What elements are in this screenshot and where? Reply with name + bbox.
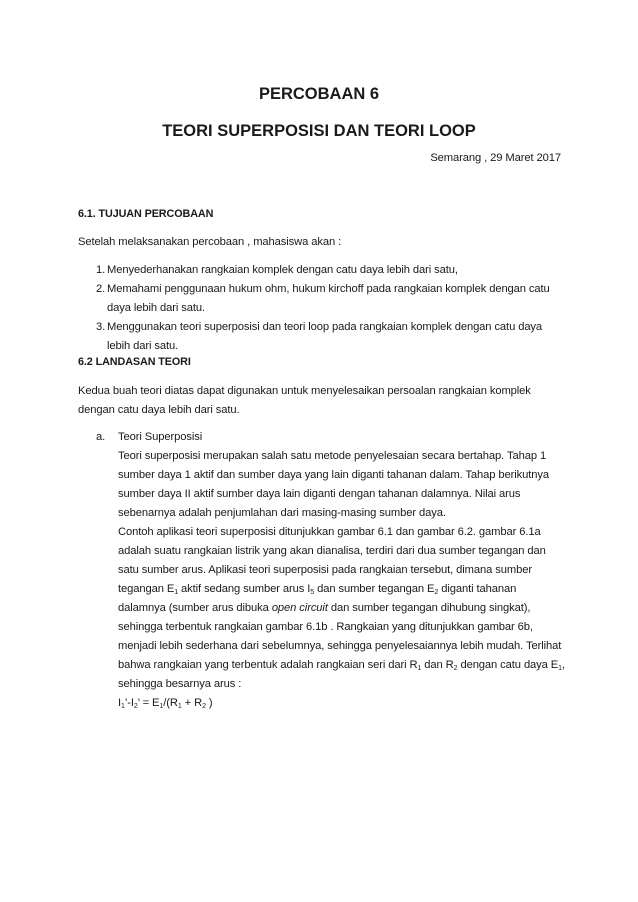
list-item-text: Menyederhanakan rangkaian komplek dengan catu daya lebih dari satu,	[107, 264, 458, 276]
list-item	[78, 261, 562, 280]
superposition-paragraph-1: Teori superposisi merupakan salah satu metode penyelesaian secara bertahap. Tahap 1 sumber daya 1 aktif dan sumber daya yang lain diganti tahanan dalam. Tahap berikutnya sumber daya II aktif sumber daya lain diganti dengan tahanan dalamnya. Nilai arus sebenarnya adalah penjumlahan dari masing-masing sumber daya.	[118, 450, 549, 519]
list-item-number: 2.	[96, 283, 106, 295]
subsection-title: Teori Superposisi	[118, 431, 203, 443]
document-title: PERCOBAAN 6	[258, 85, 380, 103]
objectives-list	[78, 261, 562, 356]
list-item-number: 3.	[96, 321, 106, 333]
subsection-superposition	[96, 428, 566, 713]
document-subtitle: TEORI SUPERPOSISI DAN TEORI LOOP	[162, 122, 476, 140]
objectives-intro: Setelah melaksanakan percobaan , mahasiswa akan :	[78, 236, 342, 248]
subsection-marker: a.	[96, 431, 106, 443]
list-item	[78, 318, 562, 356]
list-item	[78, 280, 562, 318]
section-heading-objectives: 6.1. TUJUAN PERCOBAAN	[78, 208, 214, 220]
list-item-text: Menggunakan teori superposisi dan teori loop pada rangkaian komplek dengan catu daya lebih dari satu.	[107, 321, 543, 352]
current-formula: $I_1’-I_2$’ = $E_1/(R_1 + R_2$ )	[118, 697, 213, 710]
document-date: Semarang , 29 Maret 2017	[430, 152, 561, 164]
superposition-paragraph-2: Contoh aplikasi teori superposisi ditunjukkan gambar 6.1 dan gambar 6.2. gambar 6.1a adalah suatu rangkaian listrik yang akan dianalisa, terdiri dari dua sumber tegangan dan satu sumber arus. Aplikasi teori superposisi pada rangkaian tersebut, dimana sumber tegangan $E_1$ aktif sedang sumber arus $I_5$ dan sumber tegangan $E_2$ diganti tahanan dalamnya (sumber arus dibuka open circuit dan sumber tegangan dihubung singkat), sehingga terbentuk rangkaian gambar 6.1b . Rangkaian yang ditunjukkan gambar 6b, menjadi lebih sederhana dari sebelumnya, sehingga penyelesaiannya lebih mudah. Terlihat bahwa rangkaian yang terbentuk adalah rangkaian seri dari $R_1$ dan $R_2$ dengan catu daya $E_1$, sehingga besarnya arus :	[118, 526, 565, 690]
list-item-text: Memahami penggunaan hukum ohm, hukum kirchoff pada rangkaian komplek dengan catu daya lebih dari satu.	[107, 283, 550, 314]
list-item-number: 1.	[96, 264, 106, 276]
theory-intro: Kedua buah teori diatas dapat digunakan untuk menyelesaikan persoalan rangkaian komplek dengan catu daya lebih dari satu.	[78, 385, 531, 416]
section-heading-theory: 6.2 LANDASAN TEORI	[78, 356, 191, 368]
